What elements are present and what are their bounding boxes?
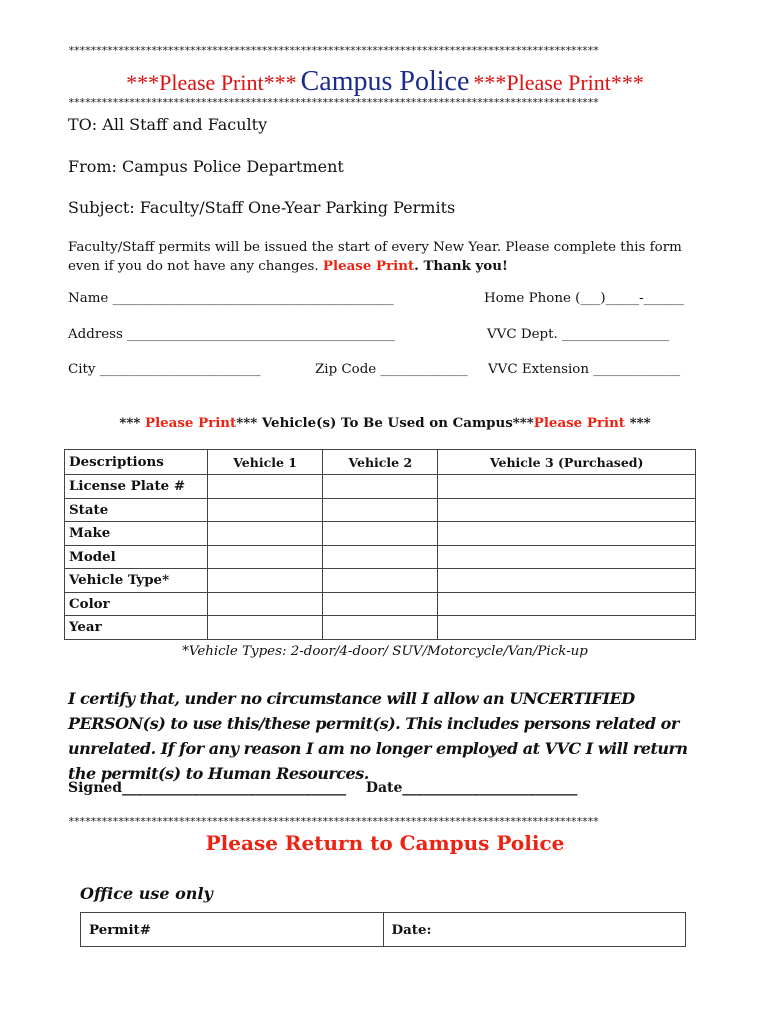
office-date-cell[interactable]: Date: xyxy=(383,913,686,947)
vehicle-type-vehicle-3-cell[interactable] xyxy=(438,569,696,593)
make-vehicle-2-cell[interactable] xyxy=(323,522,438,546)
stars-divider-top: ************************************************************************************************ xyxy=(68,44,599,57)
office-use-title: Office use only xyxy=(80,884,213,903)
model-vehicle-3-cell[interactable] xyxy=(438,545,696,569)
state-vehicle-1-cell[interactable] xyxy=(208,498,323,522)
table-row xyxy=(65,616,696,640)
signature-line xyxy=(68,780,577,796)
city-field[interactable]: City ________________________ xyxy=(68,362,261,377)
vehicle-heading-pre: *** xyxy=(119,415,145,431)
year-vehicle-2-cell[interactable] xyxy=(323,616,438,640)
row-label-license-plate: License Plate # xyxy=(65,475,208,499)
model-vehicle-1-cell[interactable] xyxy=(208,545,323,569)
vehicle-heading-please-print-1: Please Print xyxy=(145,415,237,431)
please-print-left: ***Please Print*** xyxy=(126,70,297,95)
make-vehicle-1-cell[interactable] xyxy=(208,522,323,546)
vvc-extension-field[interactable]: VVC Extension _____________ xyxy=(488,362,681,377)
vehicle-section-heading xyxy=(0,415,770,431)
year-vehicle-3-cell[interactable] xyxy=(438,616,696,640)
color-vehicle-1-cell[interactable] xyxy=(208,592,323,616)
vehicle-heading-please-print-2: Please Print xyxy=(533,415,625,431)
color-vehicle-3-cell[interactable] xyxy=(438,592,696,616)
row-label-make: Make xyxy=(65,522,208,546)
stars-divider-bottom: ************************************************************************************************ xyxy=(68,815,599,828)
vehicle-heading-middle: *** Vehicle(s) To Be Used on Campus*** xyxy=(236,415,534,431)
row-label-model: Model xyxy=(65,545,208,569)
table-row xyxy=(65,522,696,546)
permit-number-cell[interactable]: Permit# xyxy=(81,913,384,947)
license-plate-vehicle-2-cell[interactable] xyxy=(323,475,438,499)
stars-divider-header: ************************************************************************************************ xyxy=(68,96,599,109)
vehicle-heading-post: *** xyxy=(625,415,651,431)
page-title xyxy=(0,66,770,98)
header-descriptions: Descriptions xyxy=(65,450,208,475)
intro-please-print: Please Print xyxy=(322,258,415,274)
header-vehicle-3: Vehicle 3 (Purchased) xyxy=(438,450,696,475)
row-label-year: Year xyxy=(65,616,208,640)
home-phone-field[interactable]: Home Phone (___)_____-______ xyxy=(484,291,684,306)
memo-to: TO: All Staff and Faculty xyxy=(68,115,268,134)
table-row xyxy=(81,913,686,947)
please-print-right: ***Please Print*** xyxy=(473,70,644,95)
header-vehicle-1: Vehicle 1 xyxy=(208,450,323,475)
row-label-vehicle-type: Vehicle Type* xyxy=(65,569,208,593)
table-row xyxy=(65,475,696,499)
office-use-table xyxy=(80,912,686,947)
table-row xyxy=(65,498,696,522)
make-vehicle-3-cell[interactable] xyxy=(438,522,696,546)
date-field[interactable]: Date_________________________ xyxy=(365,780,578,796)
row-label-color: Color xyxy=(65,592,208,616)
memo-from: From: Campus Police Department xyxy=(68,157,344,176)
intro-text: Faculty/Staff permits will be issued the start of every New Year. Please complete this form even if you do not have any changes. xyxy=(68,240,682,274)
table-row xyxy=(65,592,696,616)
license-plate-vehicle-1-cell[interactable] xyxy=(208,475,323,499)
color-vehicle-2-cell[interactable] xyxy=(323,592,438,616)
model-vehicle-2-cell[interactable] xyxy=(323,545,438,569)
state-vehicle-3-cell[interactable] xyxy=(438,498,696,522)
header-vehicle-2: Vehicle 2 xyxy=(323,450,438,475)
vehicle-types-note: *Vehicle Types: 2-door/4-door/ SUV/Motorcycle/Van/Pick-up xyxy=(182,644,588,659)
signed-field[interactable]: Signed________________________________ xyxy=(68,780,347,796)
intro-thank-you: . Thank you! xyxy=(414,258,508,274)
state-vehicle-2-cell[interactable] xyxy=(323,498,438,522)
certification-statement: I certify that, under no circumstance will I allow an UNCERTIFIED PERSON(s) to use this/these permit(s). This includes persons related or unrelated. If for any reason I am no longer employed at VVC I will return the permit(s) to Human Resources. xyxy=(68,689,688,783)
year-vehicle-1-cell[interactable] xyxy=(208,616,323,640)
row-label-state: State xyxy=(65,498,208,522)
campus-police-title: Campus Police xyxy=(300,66,470,97)
license-plate-vehicle-3-cell[interactable] xyxy=(438,475,696,499)
vvc-dept-field[interactable]: VVC Dept. ________________ xyxy=(487,327,670,342)
zip-code-field[interactable]: Zip Code _____________ xyxy=(315,362,468,377)
vehicle-table xyxy=(64,449,696,640)
table-row xyxy=(65,545,696,569)
vehicle-type-vehicle-2-cell[interactable] xyxy=(323,569,438,593)
intro-paragraph xyxy=(68,238,708,276)
memo-subject: Subject: Faculty/Staff One-Year Parking Permits xyxy=(68,198,456,217)
name-field[interactable]: Name __________________________________________ xyxy=(68,291,394,306)
address-field[interactable]: Address ________________________________________ xyxy=(68,327,395,342)
table-row xyxy=(65,569,696,593)
vehicle-table-header xyxy=(65,450,696,475)
return-instruction: Please Return to Campus Police xyxy=(205,831,565,855)
vehicle-type-vehicle-1-cell[interactable] xyxy=(208,569,323,593)
